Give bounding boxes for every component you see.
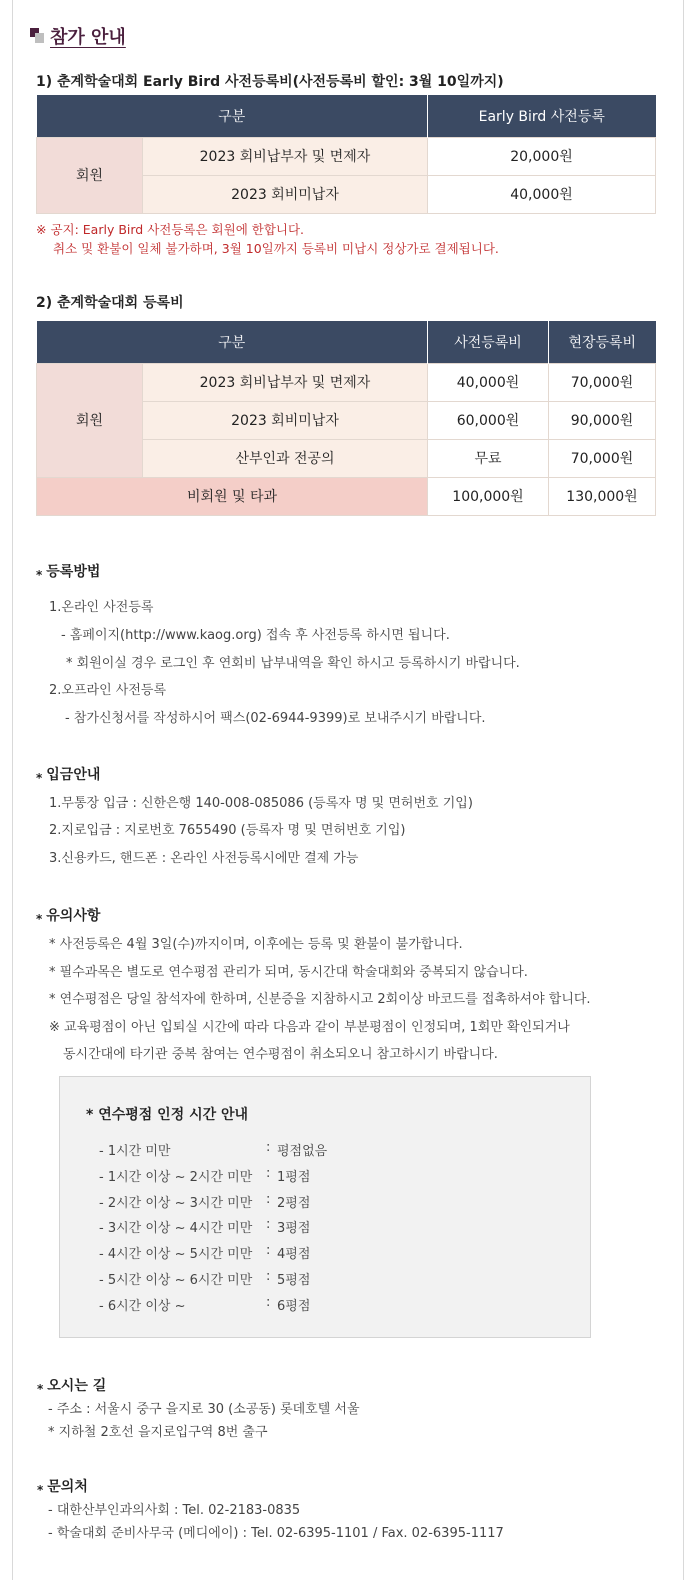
caution-line: * 사전등록은 4월 3일(수)까지이며, 이후에는 등록 및 환불이 불가합니다. [49,937,463,952]
member-label: 회원 [37,363,143,477]
title-square-icon [30,28,44,44]
table-header-row [37,321,656,363]
onsite-fee-cell: 130,000원 [549,477,656,515]
onsite-fee-cell: 70,000원 [549,363,656,401]
member-label: 회원 [37,137,143,213]
table-row [37,137,656,175]
directions-line: - 주소 : 서울시 중구 을지로 30 (소공동) 롯데호텔 서울 [48,1402,360,1417]
method-line: 1.온라인 사전등록 [49,600,154,615]
method-line: 2.오프라인 사전등록 [49,683,166,698]
col-onsite-registration: 현장등록비 [549,321,656,363]
payment-line: 3.신용카드, 핸드폰 : 온라인 사전등록시에만 결제 가능 [49,851,359,866]
credit-heading: * 연수평점 인정 시간 안내 [86,1107,249,1123]
credit-row: - 3시간 이상 ~ 4시간 미만 : 3평점 [99,1217,311,1236]
directions-heading: * 오시는 길 [37,1378,107,1396]
caution-line: 동시간대에 타기관 중복 참여는 연수평점이 취소되오니 참고하시기 바랍니다. [63,1047,498,1062]
onsite-fee-cell: 70,000원 [549,439,656,477]
pre-fee-cell: 무료 [428,439,549,477]
category-cell: 2023 회비미납자 [143,401,428,439]
page-title: 참가 안내 [50,27,126,48]
credit-row: - 5시간 이상 ~ 6시간 미만 : 5평점 [99,1269,311,1288]
notice-line: ※ 공지: Early Bird 사전등록은 회원에 한합니다. [36,222,305,237]
pre-fee-cell: 100,000원 [428,477,549,515]
credit-row: - 1시간 미만 : 평점없음 [99,1140,328,1159]
asterisk-icon: * [37,1483,44,1497]
fee-cell: 20,000원 [428,137,656,175]
category-cell: 산부인과 전공의 [143,439,428,477]
col-category: 구분 [37,321,428,363]
caution-line: * 연수평점은 당일 참석자에 한하며, 신분증을 지참하시고 2회이상 바코드를 접촉하셔야 합니다. [49,992,591,1007]
payment-heading: * 입금안내 [36,767,101,785]
credit-row: - 6시간 이상 ~ : 6평점 [99,1295,311,1314]
contact-line: - 대한산부인과의사회 : Tel. 02-2183-0835 [48,1503,301,1518]
payment-line: 2.지로입금 : 지로번호 7655490 (등록자 명 및 면허번호 기입) [49,823,406,838]
table-row [37,477,656,515]
contact-line: - 학술대회 준비사무국 (메디에이) : Tel. 02-6395-1101 / Fax. 02-6395-1117 [48,1526,504,1541]
method-line: - 참가신청서를 작성하시어 팩스(02-6944-9399)로 보내주시기 바랍니다. [65,711,486,726]
credit-row: - 4시간 이상 ~ 5시간 미만 : 4평점 [99,1243,311,1262]
asterisk-icon: * [37,1382,44,1396]
table-row [37,363,656,401]
early-bird-notice [36,220,499,258]
asterisk-icon: * [36,771,43,785]
registration-heading: 2) 춘계학술대회 등록비 [36,295,184,311]
nonmember-label: 비회원 및 타과 [37,477,428,515]
early-bird-table [36,95,656,214]
caution-line: * 필수과목은 별도로 연수평점 관리가 되며, 동시간대 학술대회와 중복되지 않습니다. [49,965,528,980]
method-heading: * 등록방법 [36,564,101,582]
table-header-row [37,95,656,137]
contact-heading: * 문의처 [37,1479,88,1497]
pre-fee-cell: 40,000원 [428,363,549,401]
early-bird-heading: 1) 춘계학술대회 Early Bird 사전등록비(사전등록비 할인: 3월 10일까지) [36,74,504,90]
col-pre-registration: 사전등록비 [428,321,549,363]
notice-line: 취소 및 환불이 일체 불가하며, 3월 10일까지 등록비 미납시 정상가로 결제됩니다. [53,241,499,256]
fee-cell: 40,000원 [428,175,656,213]
asterisk-icon: * [36,912,43,926]
credit-row: - 1시간 이상 ~ 2시간 미만 : 1평점 [99,1166,311,1185]
caution-line: ※ 교육평점이 아닌 입퇴실 시간에 따라 다음과 같이 부분평점이 인정되며, 1회만 확인되거나 [49,1020,570,1035]
category-cell: 2023 회비납부자 및 면제자 [143,363,428,401]
payment-line: 1.무통장 입금 : 신한은행 140-008-085086 (등록자 명 및 면허번호 기입) [49,796,473,811]
category-cell: 2023 회비납부자 및 면제자 [143,137,428,175]
onsite-fee-cell: 90,000원 [549,401,656,439]
registration-table [36,321,656,516]
method-line: - 홈페이지(http://www.kaog.org) 접속 후 사전등록 하시면 됩니다. [61,628,450,643]
credit-row: - 2시간 이상 ~ 3시간 미만 : 2평점 [99,1192,311,1211]
caution-heading: * 유의사항 [36,908,101,926]
pre-fee-cell: 60,000원 [428,401,549,439]
col-early-bird-fee: Early Bird 사전등록 [428,95,656,137]
asterisk-icon: * [36,568,43,582]
category-cell: 2023 회비미납자 [143,175,428,213]
col-category: 구분 [37,95,428,137]
method-line: * 회원이실 경우 로그인 후 연회비 납부내역을 확인 하시고 등록하시기 바랍니다. [66,656,520,671]
directions-line: * 지하철 2호선 을지로입구역 8번 출구 [48,1425,268,1440]
